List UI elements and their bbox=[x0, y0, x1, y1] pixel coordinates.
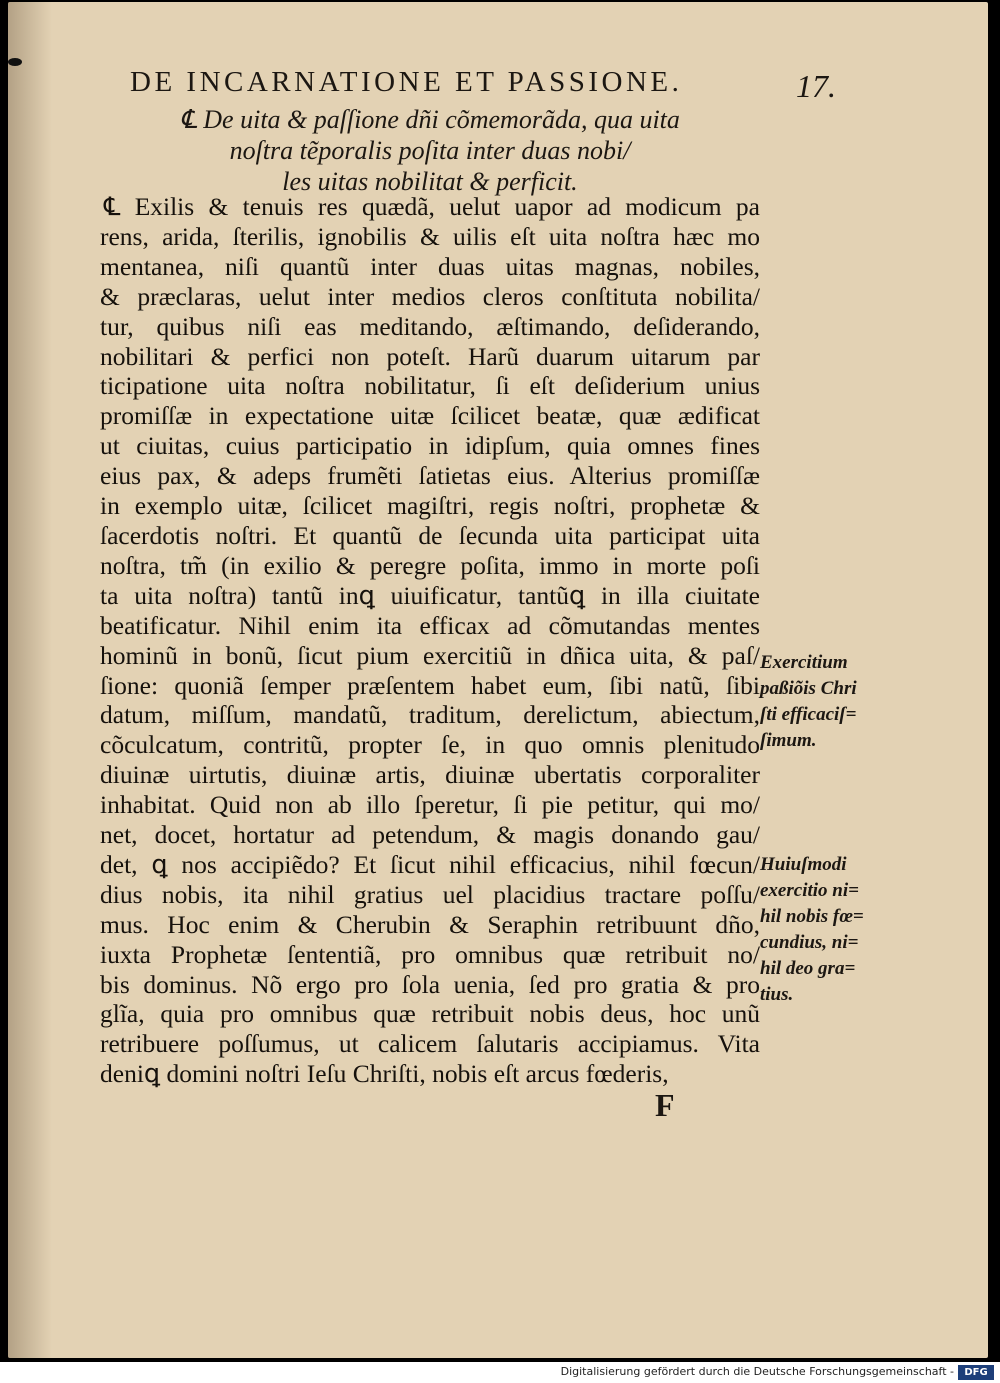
body-line: ta uita noſtra) tantũ inꝗ uiuificatur, tantũꝗ in illa ciuitate bbox=[100, 580, 760, 610]
page-edge-mark bbox=[8, 58, 22, 66]
running-head: DE INCARNATIONE ET PASSIONE. bbox=[130, 66, 683, 98]
body-line: bis dominus. Nõ ergo pro ſola uenia, ſed pro gratia & pro bbox=[100, 969, 760, 999]
body-line: mentanea, niſi quantũ inter duas uitas magnas, nobiles, bbox=[100, 251, 760, 281]
body-line: deniꝗ domini noſtri Ieſu Chriſti, nobis eſt arcus fœderis, bbox=[100, 1059, 669, 1089]
marginal-line: ſti efficaciſ= bbox=[760, 704, 857, 725]
signature-mark: F bbox=[655, 1087, 675, 1123]
marginal-line: hil deo gra= bbox=[760, 958, 856, 979]
body-line: ut ciuitas, cuius participatio in idipſum, quia omnes fines bbox=[100, 431, 760, 461]
gutter-shadow bbox=[8, 2, 52, 1358]
marginal-line: Exercitium bbox=[760, 652, 848, 673]
body-line: rens, arida, ſterilis, ignobilis & uilis eſt uita noſtra hæc mo bbox=[100, 221, 760, 251]
folio-number: 17. bbox=[796, 68, 836, 104]
body-line: net, docet, hortatur ad petendum, & magis donando gau/ bbox=[100, 820, 760, 850]
body-line: iuxta Prophetæ ſententiã, pro omnibus quæ retribuit no/ bbox=[100, 939, 760, 969]
body-line: in exemplo uitæ, ſcilicet magiſtri, regis noſtri, prophetæ & bbox=[100, 491, 760, 521]
body-line: inhabitat. Quid non ab illo ſperetur, ſi pie petitur, qui mo/ bbox=[100, 790, 760, 820]
heading-line: ℄ De uita & paſſione dñi cõmemorãda, qua uita bbox=[180, 105, 680, 134]
heading-line: noſtra tẽporalis poſita inter duas nobi/ bbox=[229, 136, 631, 165]
marginal-line: Huiuſmodi bbox=[760, 854, 847, 875]
marginal-line: exercitio ni= bbox=[760, 880, 859, 901]
chapter-heading bbox=[100, 104, 760, 197]
body-line: det, ꝗ nos accipiẽdo? Et ſicut nihil efficacius, nihil fœcun/ bbox=[100, 849, 760, 879]
body-line: retribuere poſſumus, ut calicem ſalutaris accipiamus. Vita bbox=[100, 1029, 760, 1059]
body-line: ſione: quoniã ſemper præſentem habet eum, ſibi natũ, ſibi bbox=[100, 670, 760, 700]
heading-line: les uitas nobilitat & perficit. bbox=[282, 167, 578, 196]
body-line: ſacerdotis noſtri. Et quantũ de ſecunda uita participat uita bbox=[100, 520, 760, 550]
body-line: noſtra, tm̃ (in exilio & peregre poſita, immo in morte poſi bbox=[100, 550, 760, 580]
body-line: mus. Hoc enim & Cherubin & Seraphin retribuunt dño, bbox=[100, 909, 760, 939]
body-line: ℄ Exilis & tenuis res quædã, uelut uapor ad modicum pa bbox=[104, 192, 760, 221]
body-line: promiſſæ in expectatione uitæ ſcilicet beatæ, quæ ædificat bbox=[100, 401, 760, 431]
body-line: diuinæ uirtutis, diuinæ artis, diuinæ ubertatis corporaliter bbox=[100, 760, 760, 790]
body-text bbox=[100, 192, 760, 1089]
body-line: dius nobis, ita nihil gratius uel placidius tractare poſſu/ bbox=[100, 879, 760, 909]
marginal-line: ſimum. bbox=[760, 730, 817, 751]
body-line: datum, miſſum, mandatũ, traditum, derelictum, abiectum, bbox=[100, 700, 760, 730]
body-line: ticipatione uita noſtra nobilitatur, ſi eſt deſiderium unius bbox=[100, 371, 760, 401]
body-line: cõculcatum, contritũ, propter ſe, in quo omnis plenitudo bbox=[100, 730, 760, 760]
digitization-footer bbox=[0, 1362, 1000, 1383]
marginal-note bbox=[760, 852, 888, 1008]
body-line: & præclaras, uelut inter medios cleros conſtituta nobilita/ bbox=[100, 281, 760, 311]
marginal-line: tius. bbox=[760, 984, 794, 1005]
body-line: hominũ in bonũ, ſicut pium exercitiũ in dñica uita, & paſ/ bbox=[100, 640, 760, 670]
body-line: glĩa, quia pro omnibus quæ retribuit nobis deus, hoc unũ bbox=[100, 999, 760, 1029]
body-line: tur, quibus niſi eas meditando, æſtimando, deſiderando, bbox=[100, 311, 760, 341]
funding-credit: Digitalisierung gefördert durch die Deutsche Forschungsgemeinschaft - bbox=[560, 1365, 954, 1378]
marginal-note bbox=[760, 650, 888, 754]
marginal-line: paßiõis Chri bbox=[760, 678, 857, 699]
marginal-line: hil nobis fœ= bbox=[760, 906, 864, 927]
body-line: beatificatur. Nihil enim ita efficax ad cõmutandas mentes bbox=[100, 610, 760, 640]
marginal-line: cundius, ni= bbox=[760, 932, 859, 953]
body-line: eius pax, & adeps frumẽti ſatietas eius. Alterius promiſſæ bbox=[100, 461, 760, 491]
dfg-logo: DFG bbox=[958, 1365, 994, 1380]
body-line: nobilitari & perfici non poteſt. Harũ duarum uitarum par bbox=[100, 341, 760, 371]
